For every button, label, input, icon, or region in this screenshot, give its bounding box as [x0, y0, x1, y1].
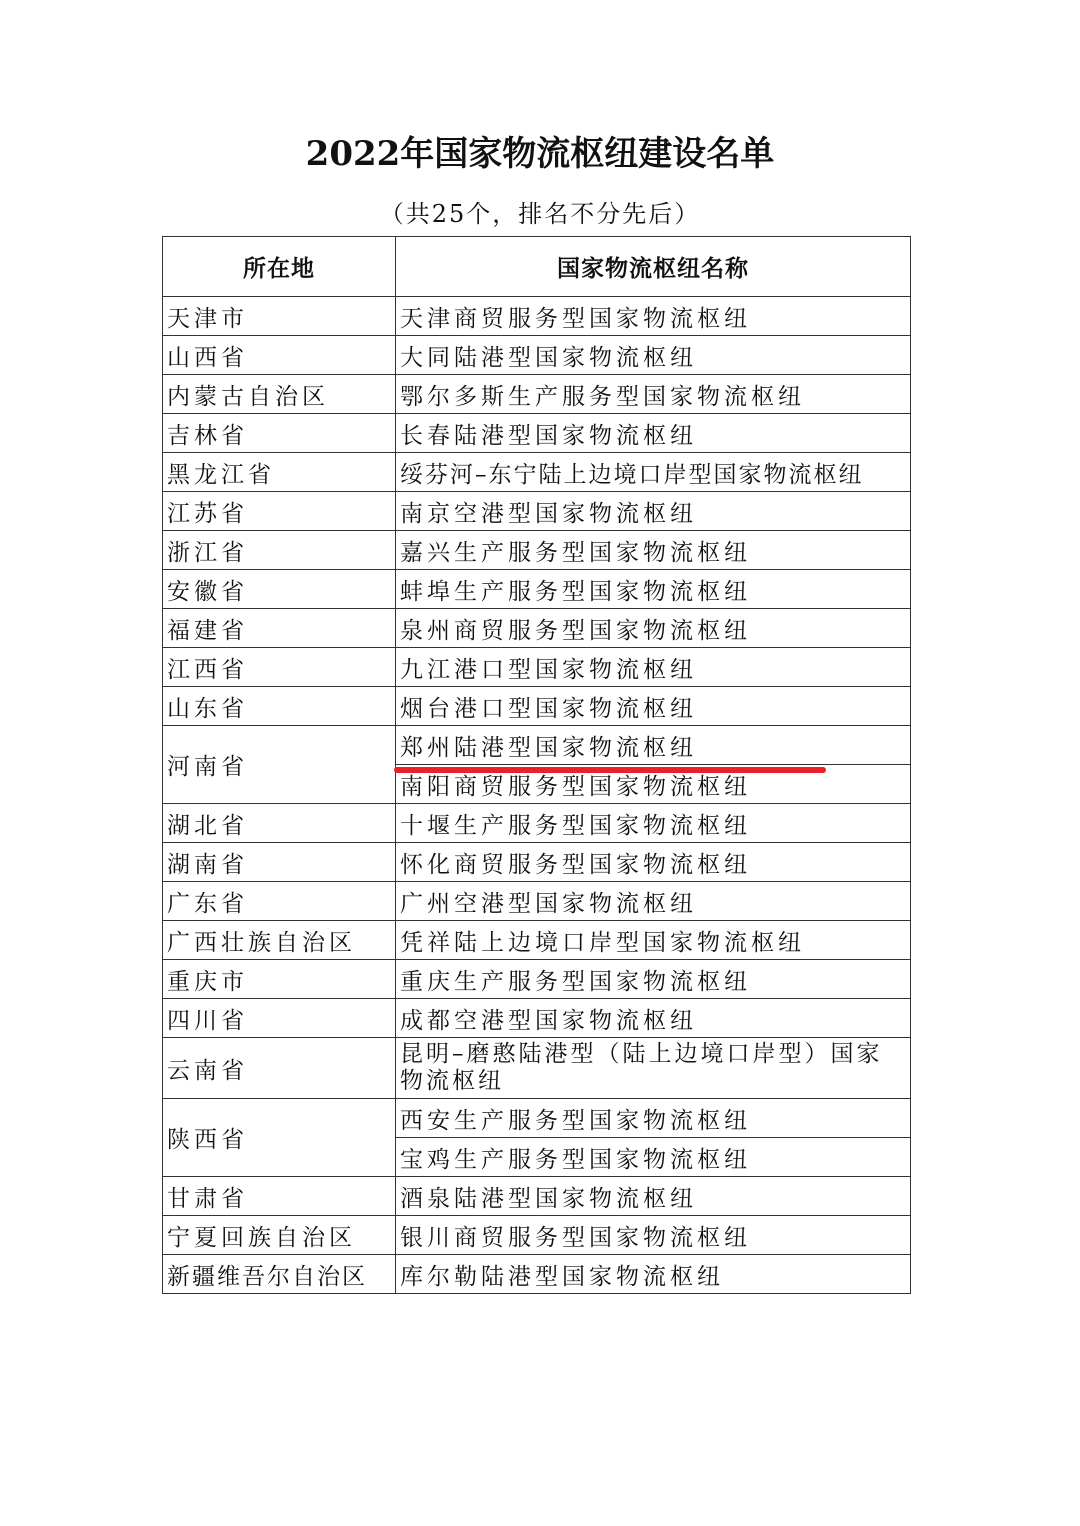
location-cell: 江西省 [163, 648, 396, 687]
location-cell: 新疆维吾尔自治区 [163, 1255, 396, 1294]
location-cell: 山东省 [163, 687, 396, 726]
table-row [163, 570, 911, 609]
hub-cell: 库尔勒陆港型国家物流枢纽 [396, 1255, 911, 1294]
location-cell: 甘肃省 [163, 1177, 396, 1216]
hub-cell: 酒泉陆港型国家物流枢纽 [396, 1177, 911, 1216]
location-cell: 内蒙古自治区 [163, 375, 396, 414]
table-row [163, 492, 911, 531]
location-cell: 吉林省 [163, 414, 396, 453]
hub-cell: 长春陆港型国家物流枢纽 [396, 414, 911, 453]
table-row [163, 609, 911, 648]
table-row [163, 1216, 911, 1255]
hub-cell: 昆明–磨憨陆港型（陆上边境口岸型）国家物流枢纽 [396, 1038, 911, 1099]
hub-cell: 凭祥陆上边境口岸型国家物流枢纽 [396, 921, 911, 960]
hub-cell: 南阳商贸服务型国家物流枢纽 [396, 765, 911, 804]
table-row [163, 648, 911, 687]
table-row [163, 921, 911, 960]
table-row [163, 687, 911, 726]
table-row [163, 1255, 911, 1294]
location-cell: 四川省 [163, 999, 396, 1038]
hub-cell: 西安生产服务型国家物流枢纽 [396, 1099, 911, 1138]
location-cell: 江苏省 [163, 492, 396, 531]
hub-cell: 怀化商贸服务型国家物流枢纽 [396, 843, 911, 882]
hub-cell: 鄂尔多斯生产服务型国家物流枢纽 [396, 375, 911, 414]
location-cell: 云南省 [163, 1038, 396, 1099]
page-title: 2022年国家物流枢纽建设名单 [305, 134, 775, 174]
table-header-row [163, 237, 911, 297]
hub-cell: 广州空港型国家物流枢纽 [396, 882, 911, 921]
table-row [163, 1099, 911, 1138]
hub-cell: 南京空港型国家物流枢纽 [396, 492, 911, 531]
hub-cell: 泉州商贸服务型国家物流枢纽 [396, 609, 911, 648]
hub-cell-highlighted: 郑州陆港型国家物流枢纽 [396, 726, 911, 765]
hub-cell: 银川商贸服务型国家物流枢纽 [396, 1216, 911, 1255]
table-row [163, 453, 911, 492]
location-cell: 山西省 [163, 336, 396, 375]
table-row [163, 1038, 911, 1099]
hub-cell: 重庆生产服务型国家物流枢纽 [396, 960, 911, 999]
red-underline-highlight [394, 767, 826, 773]
hub-cell: 绥芬河–东宁陆上边境口岸型国家物流枢纽 [396, 453, 911, 492]
table-row [163, 804, 911, 843]
table-row [163, 882, 911, 921]
table-row [163, 1177, 911, 1216]
hub-table [162, 236, 911, 1294]
location-cell: 广西壮族自治区 [163, 921, 396, 960]
hub-cell: 九江港口型国家物流枢纽 [396, 648, 911, 687]
location-cell: 重庆市 [163, 960, 396, 999]
location-cell: 黑龙江省 [163, 453, 396, 492]
table-row [163, 843, 911, 882]
hub-cell: 嘉兴生产服务型国家物流枢纽 [396, 531, 911, 570]
page-subtitle: （共25个，排名不分先后） [379, 200, 701, 228]
table-row [163, 297, 911, 336]
location-cell: 天津市 [163, 297, 396, 336]
table-row [163, 531, 911, 570]
location-cell: 河南省 [163, 726, 396, 804]
hub-cell: 大同陆港型国家物流枢纽 [396, 336, 911, 375]
hub-cell: 烟台港口型国家物流枢纽 [396, 687, 911, 726]
location-cell: 安徽省 [163, 570, 396, 609]
table-row [163, 960, 911, 999]
hub-cell: 成都空港型国家物流枢纽 [396, 999, 911, 1038]
header-hub-name: 国家物流枢纽名称 [396, 237, 911, 297]
table-row [163, 336, 911, 375]
table-row [163, 726, 911, 765]
location-cell: 宁夏回族自治区 [163, 1216, 396, 1255]
location-cell: 福建省 [163, 609, 396, 648]
table-row [163, 375, 911, 414]
location-cell: 陕西省 [163, 1099, 396, 1177]
hub-cell: 天津商贸服务型国家物流枢纽 [396, 297, 911, 336]
hub-cell: 宝鸡生产服务型国家物流枢纽 [396, 1138, 911, 1177]
location-cell: 湖北省 [163, 804, 396, 843]
location-cell: 湖南省 [163, 843, 396, 882]
header-location: 所在地 [163, 237, 396, 297]
location-cell: 广东省 [163, 882, 396, 921]
table-row [163, 999, 911, 1038]
hub-cell: 十堰生产服务型国家物流枢纽 [396, 804, 911, 843]
table-row [163, 414, 911, 453]
hub-cell: 蚌埠生产服务型国家物流枢纽 [396, 570, 911, 609]
location-cell: 浙江省 [163, 531, 396, 570]
